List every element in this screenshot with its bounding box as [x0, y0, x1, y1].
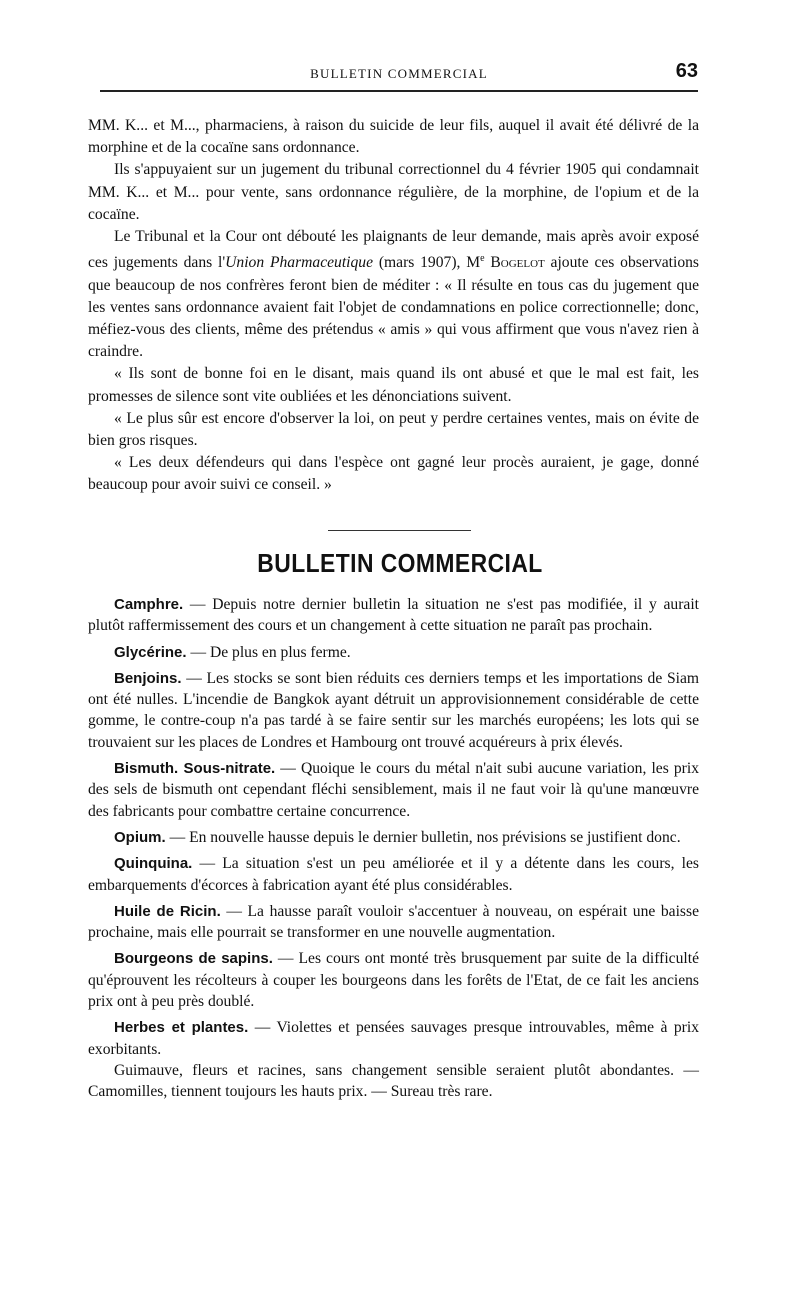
person-name: Bogelot — [484, 254, 545, 272]
commodity-entry — [88, 1017, 699, 1060]
commodity-name: Glycérine. — [114, 643, 187, 661]
commodity-name: Bismuth. Sous-nitrate. — [114, 760, 276, 778]
journal-title: Union Pharmaceutique — [225, 254, 374, 272]
title-abbreviation: e — [480, 253, 485, 265]
commodity-name: Huile de Ricin. — [114, 902, 221, 920]
commodity-entry — [88, 758, 699, 822]
paragraph: MM. K... et M..., pharmaciens, à raison du suicide de leur fils, auquel il avait été délivré de la morphine et de la cocaïne sans ordonnance. — [88, 117, 699, 157]
commodity-text: — Les stocks se sont bien réduits ces derniers temps et les importations de Siam ont été nulles. L'incendie de Bangkok ayant détruit un approvisionnement considérable de cette gomme, le contre-coup n'a pas tardé à se faire sentir sur les marchés européens; les lots qui se trouvaient sur les places de Londres et Hambourg ont trouvé acquéreurs à prix élevés. — [88, 669, 699, 751]
paragraph: Ils s'appuyaient sur un jugement du tribunal correctionnel du 4 février 1905 qui condamnait MM. K... et M... pour vente, sans ordonnance régulière, de la morphine, de l'opium et de la cocaïne. — [88, 161, 699, 223]
commodity-entry — [88, 668, 699, 753]
section-title: BULLETIN COMMERCIAL — [257, 548, 543, 578]
commodity-text: — En nouvelle hausse depuis le dernier bulletin, nos prévisions se justifient donc. — [165, 828, 681, 846]
commodity-list — [88, 594, 699, 1108]
commodity-entry — [88, 853, 699, 896]
commodity-text: — Violettes et pensées sauvages presque introuvables, même à prix exorbitants. — [88, 1019, 699, 1058]
paragraph — [88, 226, 699, 363]
paragraph-text: Le Tribunal et la Cour ont débouté les plaignants de leur demande, mais après avoir exposé ces jugements dans l' — [88, 228, 699, 272]
paragraph: « Le plus sûr est encore d'observer la loi, on peut y perdre certaines ventes, mais on évite de bien gros risques. — [88, 409, 699, 450]
commodity-name: Quinquina. — [114, 855, 193, 873]
section-divider — [328, 530, 471, 531]
commodity-entry — [88, 948, 699, 1012]
commodity-name: Opium. — [114, 828, 166, 846]
commodity-text: — De plus en plus ferme. — [186, 643, 351, 661]
paragraph: « Ils sont de bonne foi en le disant, mais quand ils ont abusé et que le mal est fait, les promesses de silence sont vite oubliées et les dénonciations suivent. — [88, 365, 699, 405]
commodity-entry — [88, 642, 699, 663]
commodity-entry — [88, 594, 699, 637]
commodity-text: — La situation s'est un peu améliorée et il y a détente dans les cours, les embarquements d'écorces à fabrication ayant été plus considérables. — [88, 855, 699, 894]
commodity-text: — Depuis notre dernier bulletin la situation ne s'est pas modifiée, il y aurait plutôt raffermissement des cours et un changement à cette situation ne paraît pas prochain. — [88, 596, 699, 635]
paragraph-text: (mars 1907), M — [373, 254, 481, 272]
commodity-text: — Les cours ont monté très brusquement par suite de la difficulté qu'éprouvent les récolteurs à couper les bourgeons dans les forêts de l'Etat, de ce fait les anciens prix ont à peu près doublé. — [88, 950, 699, 1011]
commodity-name: Benjoins. — [114, 669, 182, 687]
commodity-text: — Quoique le cours du métal n'ait subi aucune variation, les prix des sels de bismuth ont cependant fléchi sensiblement, mais il ne faut voir là qu'une manœuvre des fabricants pour combattre certaine concurrence. — [88, 760, 699, 820]
page-number: 63 — [675, 60, 698, 82]
running-title: BULLETIN COMMERCIAL — [310, 66, 488, 81]
commodity-text: — La hausse paraît vouloir s'accentuer à nouveau, on espérait une baisse prochaine, mais elle pourrait se transformer en une nouvelle augmentation. — [88, 902, 699, 942]
commodity-name: Camphre. — [114, 596, 184, 613]
commodity-entry — [88, 827, 699, 848]
commodity-name: Bourgeons de sapins. — [114, 950, 273, 968]
paragraph: « Les deux défendeurs qui dans l'espèce ont gagné leur procès auraient, je gage, donné beaucoup pour avoir suivi ce conseil. » — [88, 454, 699, 494]
intro-text — [88, 115, 699, 497]
running-header — [100, 58, 698, 92]
paragraph-text: ajoute ces observations que beaucoup de nos confrères feront bien de méditer : « Il résulte en tous cas du jugement que les ventes sans ordonnance avaient fait l'objet de condamnations en police correctionnelle; donc, méfiez-vous des clients, même des prétendus « amis » qui vous affirment que vous n'avez rien à craindre. — [88, 254, 699, 361]
commodity-entry — [88, 901, 699, 944]
commodity-name: Herbes et plantes. — [114, 1019, 249, 1037]
closing-paragraph: Guimauve, fleurs et racines, sans changement sensible seraient plutôt abondantes. — Camomilles, tiennent toujours les hauts prix. — Sureau très rare. — [88, 1061, 699, 1101]
